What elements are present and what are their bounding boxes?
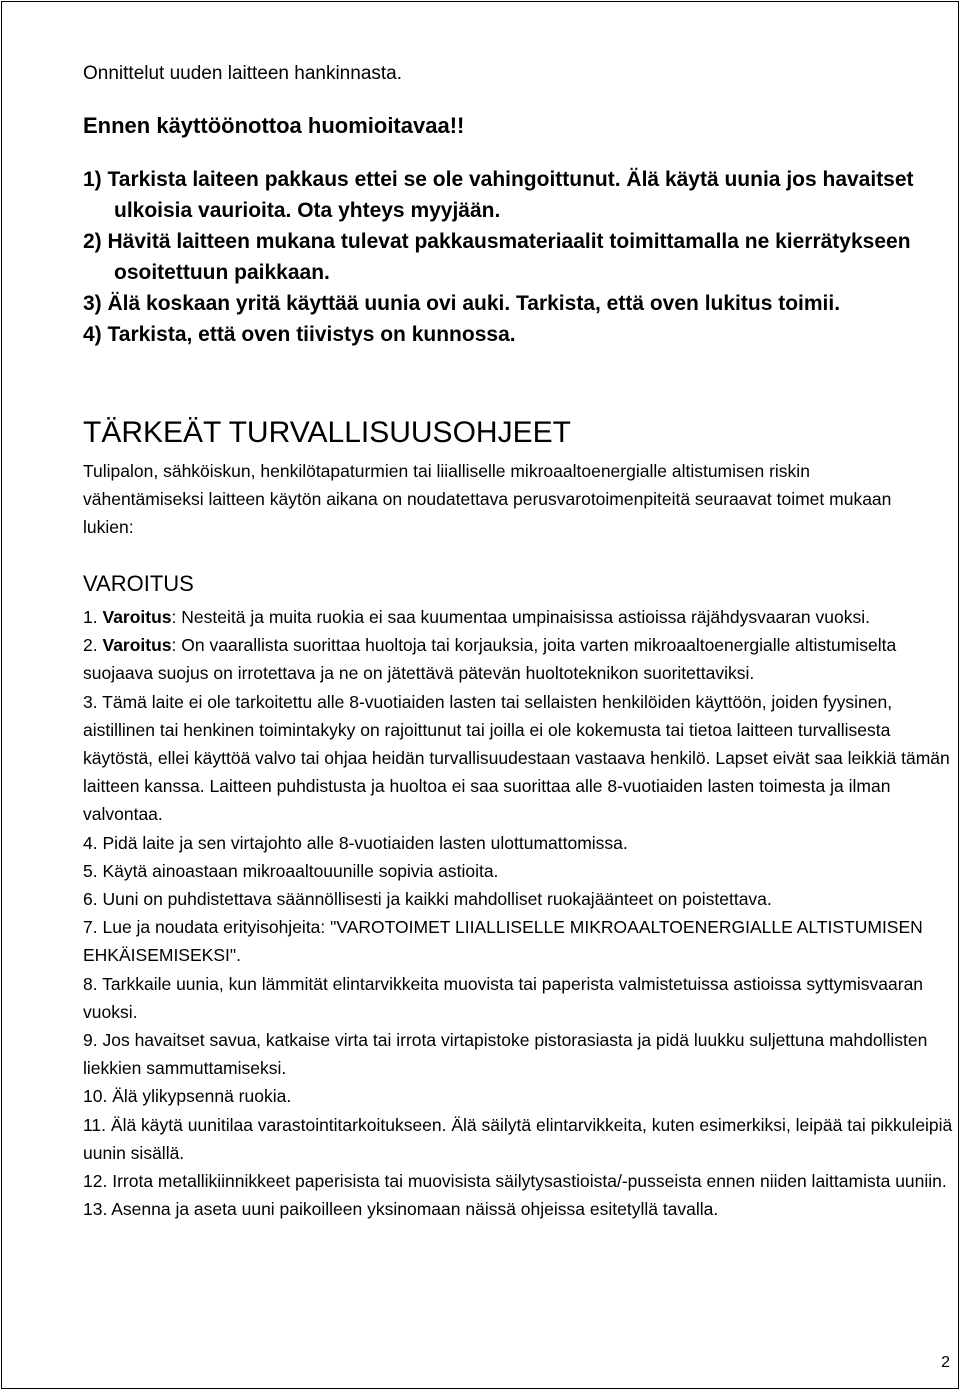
item-number: 5. — [83, 860, 98, 881]
item-number: 6. — [83, 889, 98, 910]
item-number: 2. — [83, 635, 98, 656]
safety-item — [83, 913, 959, 969]
item-text: : On vaarallista suorittaa huoltoja tai korjauksia, joita varten mikroaaltoenergialle altistumiselta suojaava suojus on irrotettava ja ne on jätettävä pätevän huoltoteknikon suoritettaviksi. — [83, 635, 897, 684]
page-number: 2 — [941, 1354, 950, 1371]
item-number: 4. — [83, 832, 98, 853]
checklist-item: 2) Hävitä laitteen mukana tulevat pakkausmateriaalit toimittamalla ne kierrätykseen osoitettuun paikkaan. — [83, 230, 911, 284]
safety-item — [83, 829, 959, 857]
safety-item — [83, 1167, 959, 1195]
item-number: 13. — [83, 1199, 108, 1220]
checklist-item: 3) Älä koskaan yritä käyttää uunia ovi auki. Tarkista, että oven lukitus toimii. — [83, 292, 841, 315]
item-text: : Nesteitä ja muita ruokia ei saa kuumentaa umpinaisissa astioissa räjähdysvaaran vuoksi. — [171, 607, 870, 627]
pre-use-heading: Ennen käyttöönottoa huomioitavaa!! — [83, 113, 465, 138]
intro-text: Onnittelut uuden laitteen hankinnasta. — [83, 63, 403, 84]
item-number: 8. — [83, 973, 98, 994]
item-text: Käytä ainoastaan mikroaaltouunille sopivia astioita. — [102, 860, 499, 881]
checklist-item: 1) Tarkista laiteen pakkaus ettei se ole vahingoittunut. Älä käytä uunia jos havaitset ulkoisia vaurioita. Ota yhteys myyjään. — [83, 168, 914, 222]
safety-item — [83, 1082, 959, 1110]
safety-item — [83, 1026, 959, 1082]
item-text: Uuni on puhdistettava säännöllisesti ja kaikki mahdolliset ruokajäänteet on poistettava. — [102, 889, 772, 910]
item-number: 7. — [83, 917, 98, 938]
safety-item — [83, 1111, 959, 1167]
item-text: Tarkkaile uunia, kun lämmität elintarvikkeita muovista tai paperista valmistetuissa astioissa syttymisvaaran vuoksi. — [83, 973, 924, 1022]
item-text: Pidä laite ja sen virtajohto alle 8-vuotiaiden lasten ulottumattomissa. — [102, 832, 628, 853]
safety-item — [83, 688, 959, 829]
safety-item — [83, 603, 959, 631]
safety-item — [83, 1195, 959, 1223]
safety-heading: TÄRKEÄT TURVALLISUUSOHJEET — [83, 416, 571, 449]
item-number: 9. — [83, 1030, 98, 1051]
item-number: 1. — [83, 607, 98, 627]
safety-item — [83, 631, 959, 687]
pre-use-checklist — [83, 164, 943, 350]
item-number: 12. — [83, 1171, 108, 1192]
safety-item — [83, 885, 959, 913]
item-text: Irrota metallikiinnikkeet paperisista tai muovisista säilytysastioista/-pusseista ennen niiden laittamista uuniin. — [112, 1171, 947, 1192]
item-warning-label: Varoitus — [102, 607, 172, 627]
item-text: Älä ylikypsennä ruokia. — [112, 1086, 292, 1107]
item-number: 11. — [83, 1114, 107, 1135]
safety-item-list — [83, 603, 959, 1223]
caution-heading: VAROITUS — [83, 571, 194, 596]
safety-item — [83, 970, 959, 1026]
item-text: Jos havaitset savua, katkaise virta tai irrota virtapistoke pistorasiasta ja pidä luukku suljettuna mahdollisten liekkien sammuttamiseksi. — [83, 1030, 928, 1079]
item-number: 3. — [83, 691, 98, 712]
checklist-item: 4) Tarkista, että oven tiivistys on kunnossa. — [83, 323, 516, 346]
item-text: Lue ja noudata erityisohjeita: "VAROTOIMET LIIALLISELLE MIKROAALTOENERGIALLE ALTISTUMISEN EHKÄISEMISEKSI". — [83, 917, 923, 966]
item-warning-label: Varoitus — [102, 635, 172, 656]
item-text: Älä käytä uunitilaa varastointitarkoitukseen. Älä säilytä elintarvikkeita, kuten esimerkiksi, leipää tai pikkuleipiä uunin sisällä. — [83, 1114, 953, 1163]
item-text: Asenna ja aseta uuni paikoilleen yksinomaan näissä ohjeissa esitetyllä tavalla. — [111, 1199, 719, 1220]
safety-lead: Tulipalon, sähköiskun, henkilötapaturmien tai liialliselle mikroaaltoenergialle altistumisen riskin vähentämiseksi laitteen käytön aikana on noudatettava perusvarotoimenpiteitä seuraavat toimet mukaan lukien: — [83, 461, 892, 537]
safety-item — [83, 857, 959, 885]
item-text: Tämä laite ei ole tarkoitettu alle 8-vuotiaiden lasten tai sellaisten henkilöiden käyttöön, joiden fyysinen, aistillinen tai henkinen toimintakyky on rajoittunut tai joilla ei ole kokemusta tai tietoa laitteen turvallisesta käytöstä, ellei käyttöä valvo tai ohjaa heidän turvallisuudestaan vastaava henkilö. Lapset eivät saa leikkiä tämän laitteen kanssa. Laitteen puhdistusta ja huoltoa ei saa suorittaa alle 8-vuotiaiden lasten toimesta ja ilman valvontaa. — [83, 691, 950, 825]
item-number: 10. — [83, 1086, 108, 1107]
document-page — [1, 1, 959, 1389]
